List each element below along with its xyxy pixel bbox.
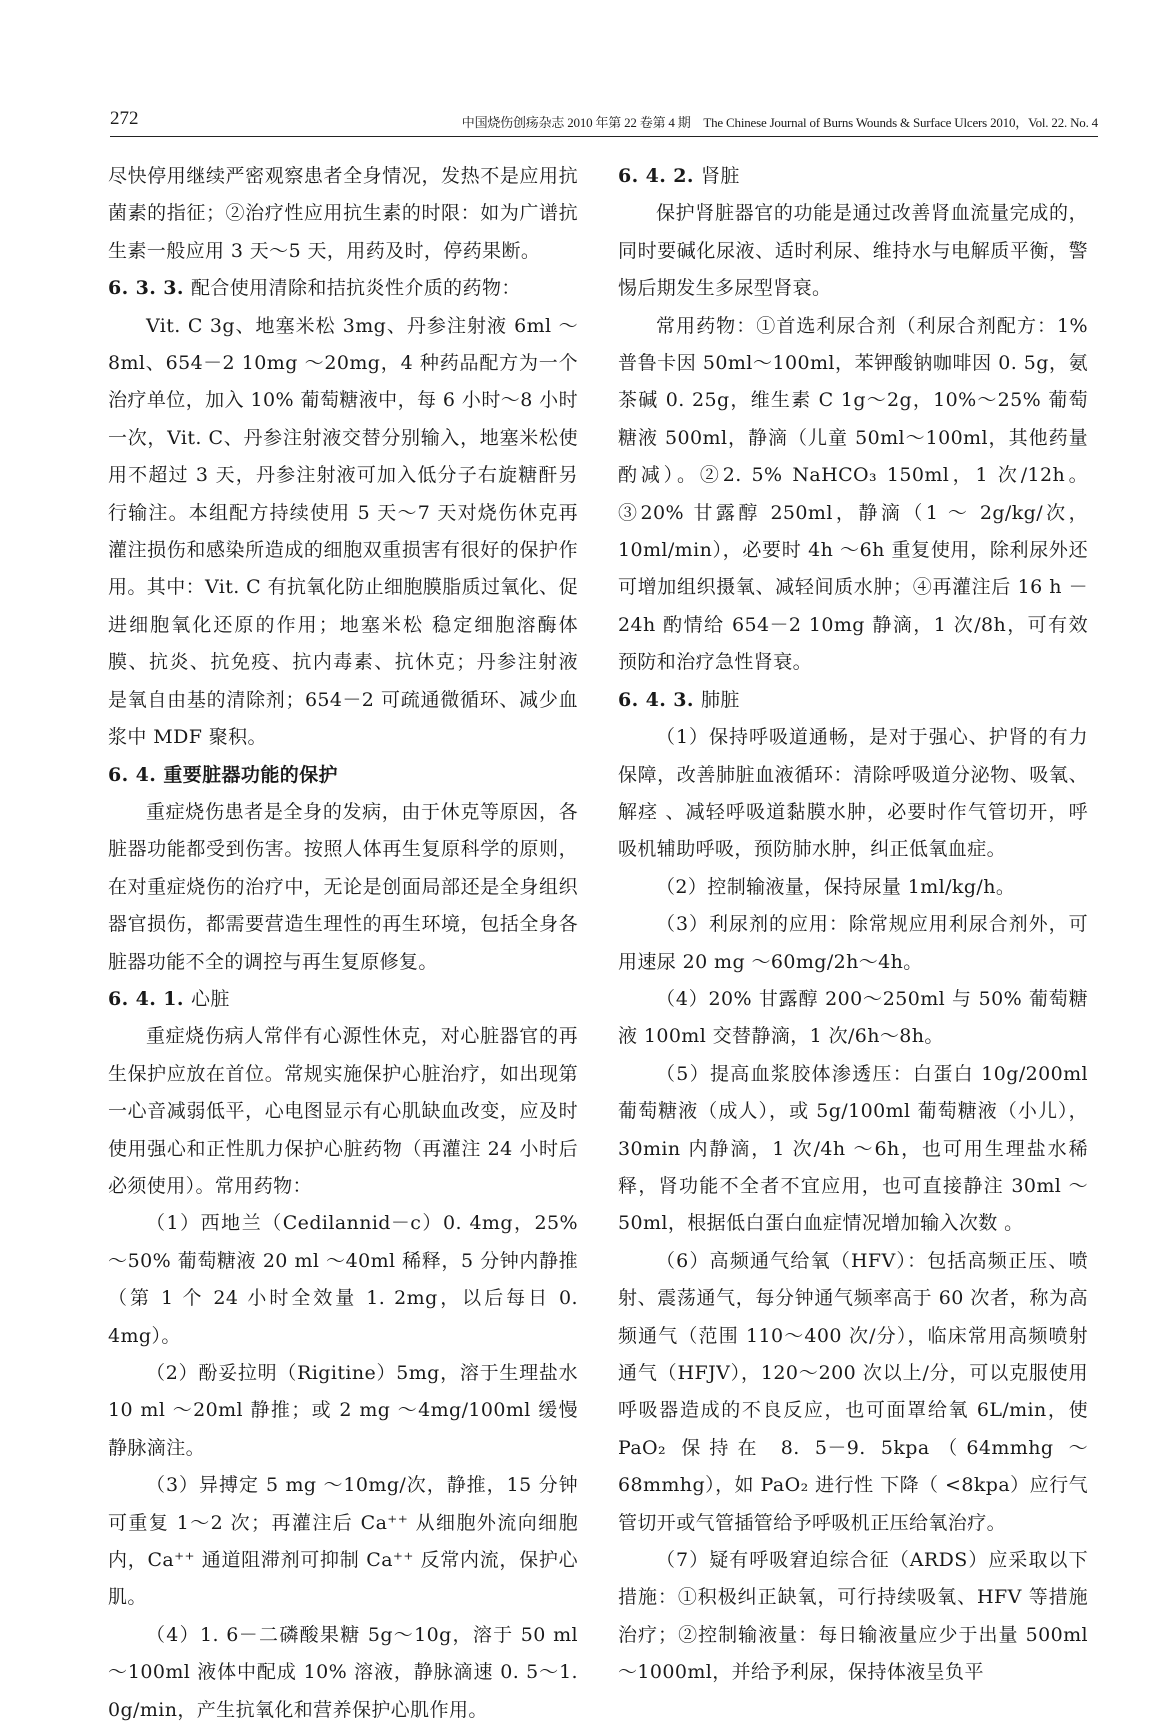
paragraph: 重症烧伤病人常伴有心源性休克，对心脏器官的再生保护应放在首位。常规实施保护心脏治疗，如出现第一心音减弱低平，心电图显示有心肌缺血改变，应及时使用强心和正性肌力保护心脏药物（再灌注 24 小时后必须使用）。常用药物： [108,1025,578,1197]
paragraph: 保护肾脏器官的功能是通过改善肾血流量完成的，同时要碱化尿液、适时利尿、维持水与电解质平衡，警惕后期发生多尿型肾衰。 [618,202,1088,300]
section-number: 6. 3. 3. [108,277,184,300]
section-number: 6. 4. 2. [618,165,694,187]
list-item: （4）20% 甘露醇 200～250ml 与 50% 葡萄糖液 100ml 交替静滴，1 次/6h～8h。 [618,987,1088,1048]
running-head: 中国烧伤创疡杂志 2010 年第 22 卷第 4 期 The Chinese Journal of Burns Wounds & Surface Ulcers 2010，Vol. 22. No. 4 [461,115,1098,130]
list-item: （4）1. 6－二磷酸果糖 5g～10g，溶于 50 ml ～100ml 液体中配成 10% 溶液，静脉滴速 0. 5～1. 0g/min，产生抗氧化和营养保护心肌作用。 [108,1623,578,1721]
list-item: （1）西地兰（Cedilannid－c）0. 4mg，25%～50% 葡萄糖液 20 ml ～40ml 稀释，5 分钟内静推（第 1 个 24 小时全效量 1. 2mg，以后每日 0. 4mg）。 [108,1212,578,1347]
list-item: （2）酚妥拉明（Rigitine）5mg，溶于生理盐水 10 ml ～20ml 静推；或 2 mg ～4mg/100ml 缓慢静脉滴注。 [108,1362,578,1459]
section-title: 重要脏器功能的保护 [163,763,338,786]
section-number: 6. 4. [108,763,157,786]
section-heading-6-4 [108,757,578,794]
section-heading-6-4-1 [108,981,578,1018]
paragraph: 常用药物：①首选利尿合剂（利尿合剂配方：1% 普鲁卡因 50ml～100ml，苯钾酸钠咖啡因 0. 5g，氨茶碱 0. 25g，维生素 C 1g～2g，10%～25% 葡萄糖液 500ml，静滴（儿童 50ml～100ml，其他药量酌减）。②2. 5% NaHCO₃ 150ml，1 次/12h。③20% 甘露醇 250ml，静滴（1 ～ 2g/kg/次，10ml/min），必要时 4h ～6h 重复使用，除利尿外还可增加组织摄氧、减轻间质水肿；④再灌注后 16 h －24h 酌情给 654－2 10mg 静滴，1 次/8h，可有效预防和治疗急性肾衰。 [618,314,1088,674]
section-heading-6-3-3 [108,270,578,307]
page-number: 272 [110,108,139,129]
list-item: （1）保持呼吸道通畅，是对于强心、护肾的有力保障，改善肺脏血液循环：清除呼吸道分泌物、吸氧、解痉 、减轻呼吸道黏膜水肿，必要时作气管切开，呼吸机辅助呼吸，预防肺水肿，纠正低氧血症。 [618,726,1088,861]
list-item: （3）异搏定 5 mg ～10mg/次，静推，15 分钟可重复 1～2 次；再灌注后 Ca⁺⁺ 从细胞外流向细胞内，Ca⁺⁺ 通道阻滞剂可抑制 Ca⁺⁺ 反常内流，保护心肌。 [108,1474,578,1609]
section-heading-6-4-2 [618,158,1088,195]
list-item: （5）提高血浆胶体渗透压：白蛋白 10g/200ml 葡萄糖液（成人），或 5g/100ml 葡萄糖液（小儿），30min 内静滴，1 次/4h ～6h，也可用生理盐水稀释，肾功能不全者不宜应用，也可直接静注 30ml ～50ml，根据低白蛋白血症情况增加输入次数 。 [618,1062,1088,1235]
section-title: 心脏 [190,987,230,1010]
left-column [108,158,578,1729]
paragraph: 重症烧伤患者是全身的发病，由于休克等原因，各脏器功能都受到伤害。按照人体再生复原科学的原则，在对重症烧伤的治疗中，无论是创面局部还是全身组织器官损伤，都需要营造生理性的再生环境，包括全身各脏器功能不全的调控与再生复原修复。 [108,800,578,973]
header-rule [110,136,1098,137]
section-title: 配合使用清除和拮抗炎性介质的药物： [190,277,521,300]
section-heading-6-4-3 [618,682,1088,719]
list-item: （2）控制输液量，保持尿量 1ml/kg/h。 [656,875,1016,898]
page-header [110,100,1098,140]
section-number: 6. 4. 1. [108,987,184,1010]
list-item: （3）利尿剂的应用：除常规应用利尿合剂外，可用速尿 20 mg ～60mg/2h～4h。 [618,913,1088,973]
right-column [618,158,1088,1692]
section-title: 肺脏 [700,688,740,711]
list-item: （7）疑有呼吸窘迫综合征（ARDS）应采取以下措施：①积极纠正缺氧，可行持续吸氧、HFV 等措施治疗；②控制输液量：每日输液量应少于出量 500ml～1000ml，并给予利尿，保持体液呈负平 [618,1549,1088,1684]
paragraph: 尽快停用继续严密观察患者全身情况，发热不是应用抗菌素的指征；②治疗性应用抗生素的时限：如为广谱抗生素一般应用 3 天～5 天，用药及时，停药果断。 [108,165,578,262]
paragraph: Vit. C 3g、地塞米松 3mg、丹参注射液 6ml ～8ml、654－2 10mg ～20mg，4 种药品配方为一个治疗单位，加入 10% 葡萄糖液中，每 6 小时～8 小时一次，Vit. C、丹参注射液交替分别输入，地塞米松使用不超过 3 天，丹参注射液可加入低分子右旋糖酐另行输注。本组配方持续使用 5 天～7 天对烧伤休克再灌注损伤和感染所造成的细胞双重损害有很好的保护作用。其中：Vit. C 有抗氧化防止细胞膜脂质过氧化、促进细胞氧化还原的作用；地塞米松 稳定细胞溶酶体膜、抗炎、抗免疫、抗内毒素、抗休克；丹参注射液 是氧自由基的清除剂；654－2 可疏通微循环、减少血浆中 MDF 聚积。 [108,314,578,749]
list-item: （6）高频通气给氧（HFV）：包括高频正压、喷射、震荡通气，每分钟通气频率高于 60 次者，称为高频通气（范围 110～400 次/分），临床常用高频喷射通气（HFJV），120～200 次以上/分，可以克服使用呼吸器造成的不良反应，也可面罩给氧 6L/min，使 PaO₂ 保持在 8. 5－9. 5kpa（64mmhg ～68mmhg），如 PaO₂ 进行性 下降（ <8kpa）应行气管切开或气管插管给予呼吸机正压给氧治疗。 [618,1249,1088,1534]
section-number: 6. 4. 3. [618,688,694,711]
section-title: 肾脏 [700,165,740,187]
